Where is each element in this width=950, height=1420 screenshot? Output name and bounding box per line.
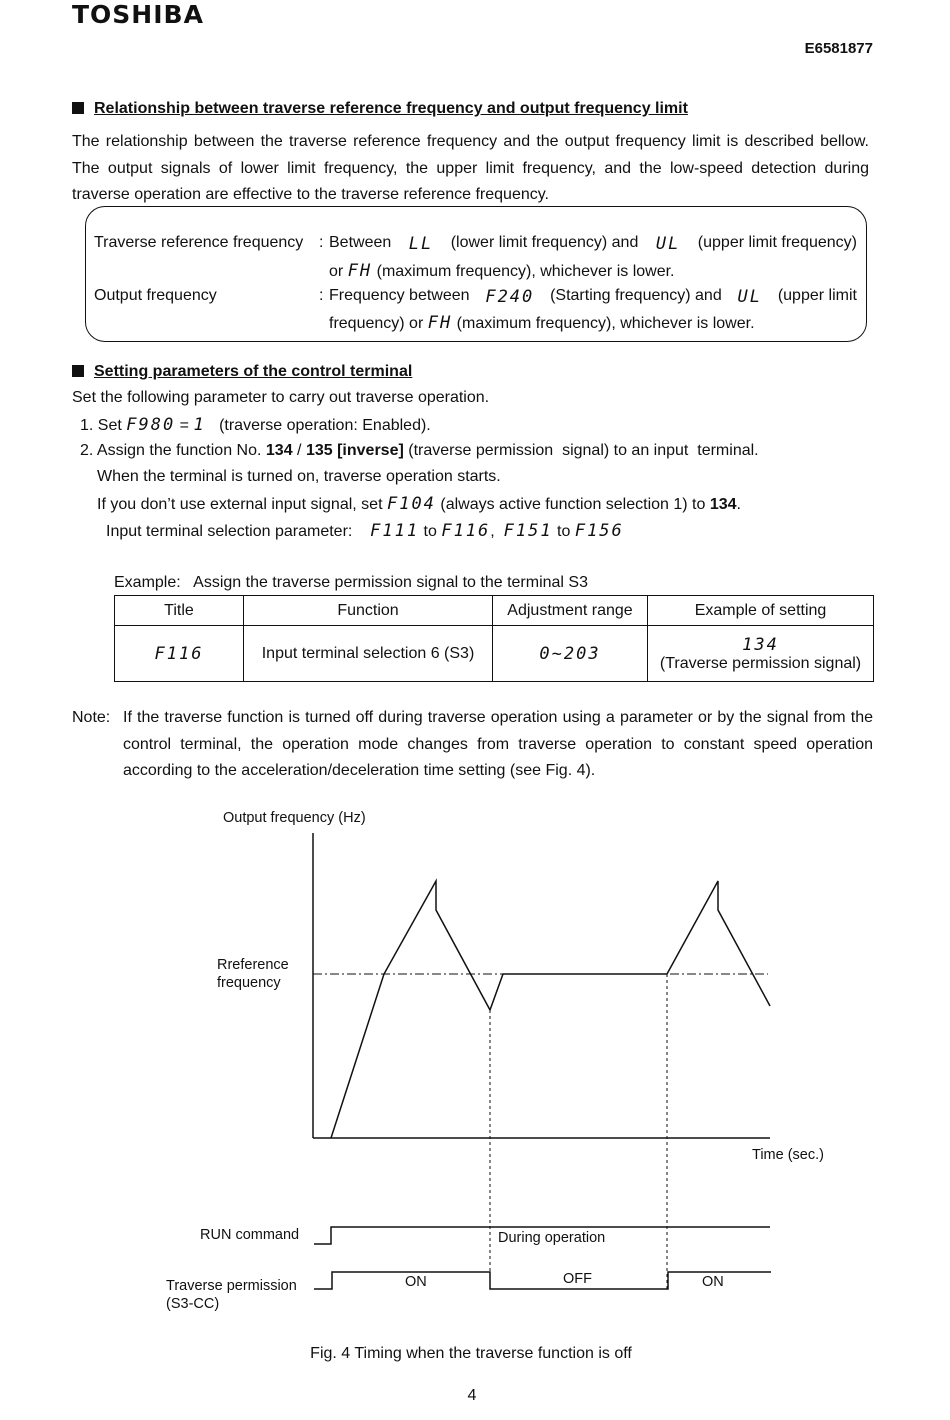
section-title: Setting parameters of the control terminal [94,363,413,380]
text: = [179,417,190,434]
figure-caption: Fig. 4 Timing when the traverse function is off [310,1345,632,1362]
text: (upper limit [777,287,857,304]
box-row2-label: Output frequency [94,287,217,304]
example-caption: Example: Assign the traverse permission signal to the terminal S3 [114,574,588,591]
box-row2-colon: : [319,287,324,304]
text: 134 [265,442,293,459]
text: (traverse permission signal) to an input terminal. [403,442,759,459]
run-command-label: RUN command [200,1227,300,1243]
text: 135 [inverse] [305,442,404,459]
section-title: Relationship between traverse reference frequency and output frequency limit [94,100,688,117]
note-text: If the traverse function is turned off during traverse operation using a parameter or by the signal from the control terminal, the operation mode changes from traverse operation to constant speed operation according to the acceleration/deceleration time setting (see Fig. 4). [123,709,873,779]
text: (Starting frequency) and [550,287,722,304]
traverse-permission-label-1: Traverse permission [166,1278,297,1294]
text: to [423,523,437,540]
output-frequency-curve [331,881,770,1138]
on-label-1: ON [405,1274,427,1290]
text: Input terminal selection parameter: [106,523,353,540]
text: to [557,523,571,540]
table-cell: Input terminal selection 6 (S3) [244,626,493,682]
section2-intro: Set the following parameter to carry out traverse operation. [72,389,490,406]
box-row1-colon: : [319,234,324,251]
param-fh: FH [427,313,453,333]
page-number: 4 [467,1387,477,1404]
company-logo: TOSHIBA [72,0,204,29]
column-header: Function [244,596,493,626]
off-label: OFF [563,1271,592,1287]
text: (maximum frequency), whichever is lower. [456,315,755,332]
param-setting-value: 134 [742,634,779,655]
param-f156: F156 [574,521,624,541]
text: Frequency between [329,287,470,304]
column-header: Title [115,596,244,626]
column-header: Example of setting [648,596,874,626]
text: 2. Assign the function No. [80,442,262,459]
param-ul: UL [655,234,681,254]
text: frequency) or [329,315,424,332]
setting-note: (Traverse permission signal) [659,654,862,672]
param-value: 1 [193,415,206,435]
param-ll: LL [408,234,434,254]
text: / [292,442,306,459]
text: (traverse operation: Enabled). [219,417,431,434]
text: Between [329,234,392,251]
text: or [329,263,344,280]
param-f104: F104 [386,494,436,514]
text: 1. Set [80,417,122,434]
text: (lower limit frequency) and [450,234,639,251]
text: 134 [709,496,737,513]
text: (maximum frequency), whichever is lower. [376,263,675,280]
reference-label-1: Rreference [217,957,289,973]
reference-label-2: frequency [217,975,281,991]
param-f980: F980 [126,415,176,435]
text: , [490,523,495,540]
param-f116: F116 [154,643,204,664]
param-ul: UL [737,287,763,307]
section-paragraph: The relationship between the traverse reference frequency and the output frequency limit is described bellow. The output signals of lower limit frequency, the upper limit frequency, and the low-speed detection during traverse operation are effective to the traverse reference frequency. [72,133,869,203]
param-f240: F240 [485,287,535,307]
param-fh: FH [347,261,373,281]
document-number: E6581877 [804,40,873,57]
text: (upper limit frequency) [697,234,857,251]
text: If you don’t use external input signal, set [97,496,383,513]
param-range: 0~203 [539,643,601,664]
column-header: Adjustment range [493,596,648,626]
text: (always active function selection 1) to [440,496,706,513]
during-operation-label: During operation [498,1230,606,1246]
box-row1-label: Traverse reference frequency [94,234,304,251]
x-axis-label: Time (sec.) [752,1147,824,1163]
param-f111: F111 [370,521,420,541]
note-label: Note: [72,709,111,726]
text: . [736,496,741,513]
y-axis-label: Output frequency (Hz) [223,810,366,826]
param-f151: F151 [503,521,553,541]
traverse-permission-label-2: (S3-CC) [166,1296,220,1312]
on-label-2: ON [702,1274,724,1290]
step-2-line2: When the terminal is turned on, traverse operation starts. [97,468,501,485]
param-f116: F116 [441,521,491,541]
